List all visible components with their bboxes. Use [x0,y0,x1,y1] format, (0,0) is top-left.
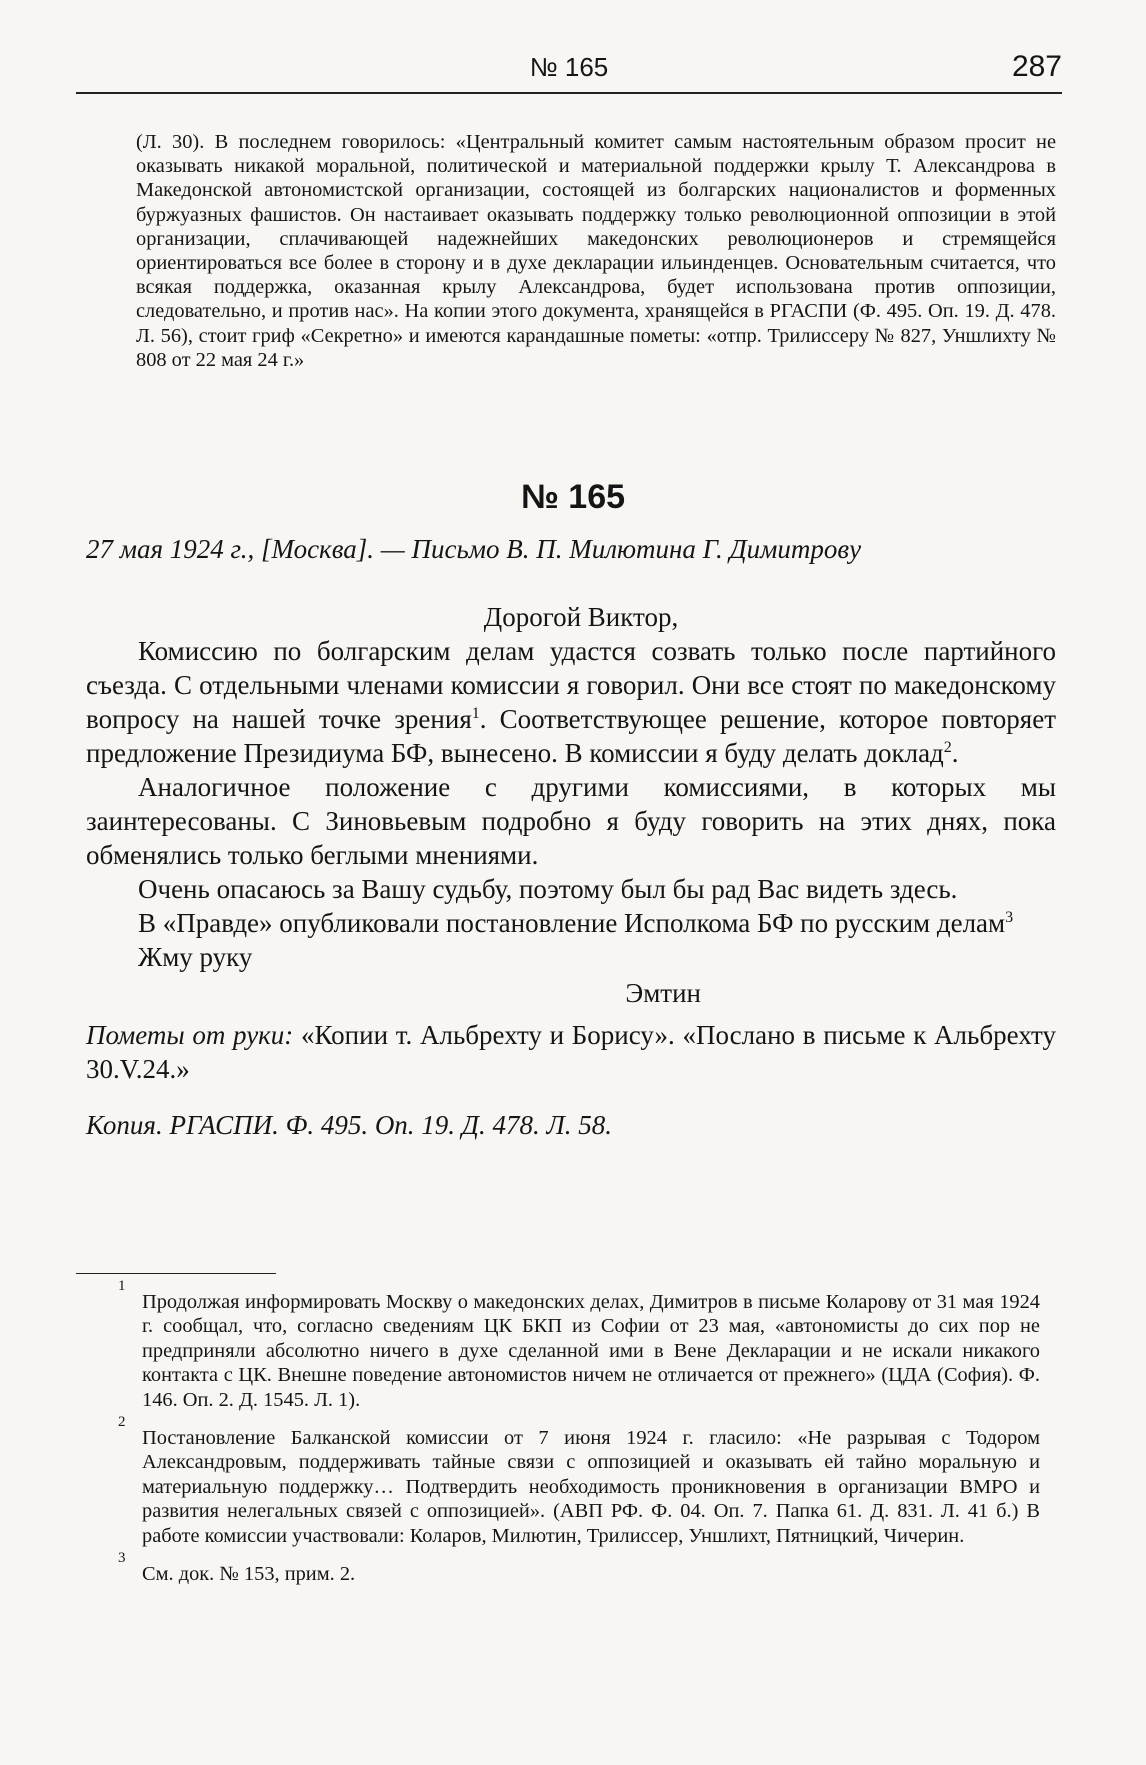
closing: Жму руку [138,942,253,972]
footnote-ref: 2 [943,739,952,756]
page-header [76,50,1062,94]
footnote: 1 Продолжая информировать Москву о македонских делах, Димитров в письме Коларову от 31 мая 1924 г. сообщал, что, согласно сведениям ЦК БКП из Софии от 23 мая, «автономисты до сих пор не предприняли абсолютно ничего в духе сделанной ими в Вене Декларации и не искали никакого контакта с ЦК. Внешне поведение автономистов ничем не отличается от прежнего» (ЦДА (София). Ф. 146. Оп. 2. Д. 1545. Л. 1). [118,1278,1040,1411]
letter-paragraph: Очень опасаюсь за Вашу судьбу, поэтому был бы рад Вас видеть здесь. [138,874,958,904]
handwritten-notes [86,1018,1056,1086]
notes-text: «Копии т. Альбрехту и Борису». «Послано в письме к Альбрехту 30.V.24.» [86,1020,1056,1084]
letter-body [86,600,1056,1142]
footnote-text: Постановление Балканской комиссии от 7 июня 1924 г. гласило: «Не разрывая с Тодором Александровым, поддерживать тайные связи с оппозицией и оказывать ей тайно моральную и материальную поддержку… Подтвердить необходимость проникновения в организации ВМРО и развития нелегальных связей с оппозицией». (АВП РФ. Ф. 04. Оп. 7. Папка 61. Д. 831. Л. 41 б.) В работе комиссии участвовали: Коларов, Милютин, Трилиссер, Уншлихт, Пятницкий, Чичерин. [142,1427,1040,1547]
page-number: 287 [1011,50,1062,83]
footnote-text: См. док. № 153, прим. 2. [142,1563,356,1586]
footnote: 2 Постановление Балканской комиссии от 7 июня 1924 г. гласило: «Не разрывая с Тодором Александровым, поддерживать тайные связи с оппозицией и оказывать ей тайно моральную и материальную поддержку… Подтвердить необходимость проникновения в организации ВМРО и развития нелегальных связей с оппозицией». (АВП РФ. Ф. 04. Оп. 7. Папка 61. Д. 831. Л. 41 б.) В работе комиссии участвовали: Коларов, Милютин, Трилиссер, Уншлихт, Пятницкий, Чичерин. [118,1414,1040,1547]
header-rule [76,92,1062,94]
footnote: 3 См. док. № 153, прим. 2. [118,1550,356,1586]
archive-source: Копия. РГАСПИ. Ф. 495. Оп. 19. Д. 478. Л. 58. [86,1110,613,1140]
footnotes [118,1278,1040,1600]
footnote-text: Продолжая информировать Москву о македонских делах, Димитров в письме Коларову от 31 мая 1924 г. сообщал, что, согласно сведениям ЦК БКП из Софии от 23 мая, «автономисты до сих пор не предприняли абсолютно ничего в духе сделанной ими в Вене Декларации и не искали никакого контакта с ЦК. Внешне поведение автономистов ничем не отличается от прежнего» (ЦДА (София). Ф. 146. Оп. 2. Д. 1545. Л. 1). [142,1291,1040,1411]
previous-document-note [136,130,1056,372]
footnote-ref: 1 [471,705,480,722]
footnote-rule [76,1273,276,1274]
document-number: № 165 [520,478,626,516]
footnote-ref: 3 [1005,909,1014,926]
letter-paragraph: Комиссию по болгарским делам удастся созвать только после партийного съезда. С отдельными членами комиссии я говорил. Они все стоят по македонскому вопросу на нашей точке зрения$^1$. Соответствующее решение, которое повторяет предложение Президиума БФ, вынесено. В комиссии я буду делать доклад$^2$. [86,636,1056,768]
notes-label: Пометы от руки: [86,1020,294,1050]
salutation: Дорогой Виктор, [483,602,679,632]
previous-note-text: (Л. 30). В последнем говорилось: «Центральный комитет самым настоятельным образом просит не оказывать никакой моральной, политической и материальной поддержки крылу Т. Александрова в Македонской автономистской организации, состоящей из болгарских националистов и форменных буржуазных фашистов. Он настаивает оказывать поддержку только революционной оппозиции в этой организации, сплачивающей надежнейших македонских революционеров и стремящейся ориентироваться все более в сторону и в духе декларации ильинденцев. Основательным считается, что всякая поддержка, оказанная крылу Александрова, будет использована против оппозиции, следовательно, и против нас». На копии этого документа, хранящейся в РГАСПИ (Ф. 495. Оп. 19. Д. 478. Л. 56), стоит гриф «Секретно» и имеются карандашные пометы: «отпр. Трилиссеру № 827, Уншлихту № 808 от 22 мая 24 г.» [136,131,1056,371]
letter-paragraph: Аналогичное положение с другими комиссиями, в которых мы заинтересованы. С Зиновьевым подробно я буду говорить на этих днях, пока обменялись только беглыми мнениями. [86,772,1056,870]
document-heading: 27 мая 1924 г., [Москва]. — Письмо В. П. Милютина Г. Димитрову [86,534,862,564]
signature: Эмтин [625,978,701,1008]
running-doc-number: № 165 [529,52,609,82]
letter-paragraph: В «Правде» опубликовали постановление Исполкома БФ по русским делам$^3$ [138,908,1014,938]
